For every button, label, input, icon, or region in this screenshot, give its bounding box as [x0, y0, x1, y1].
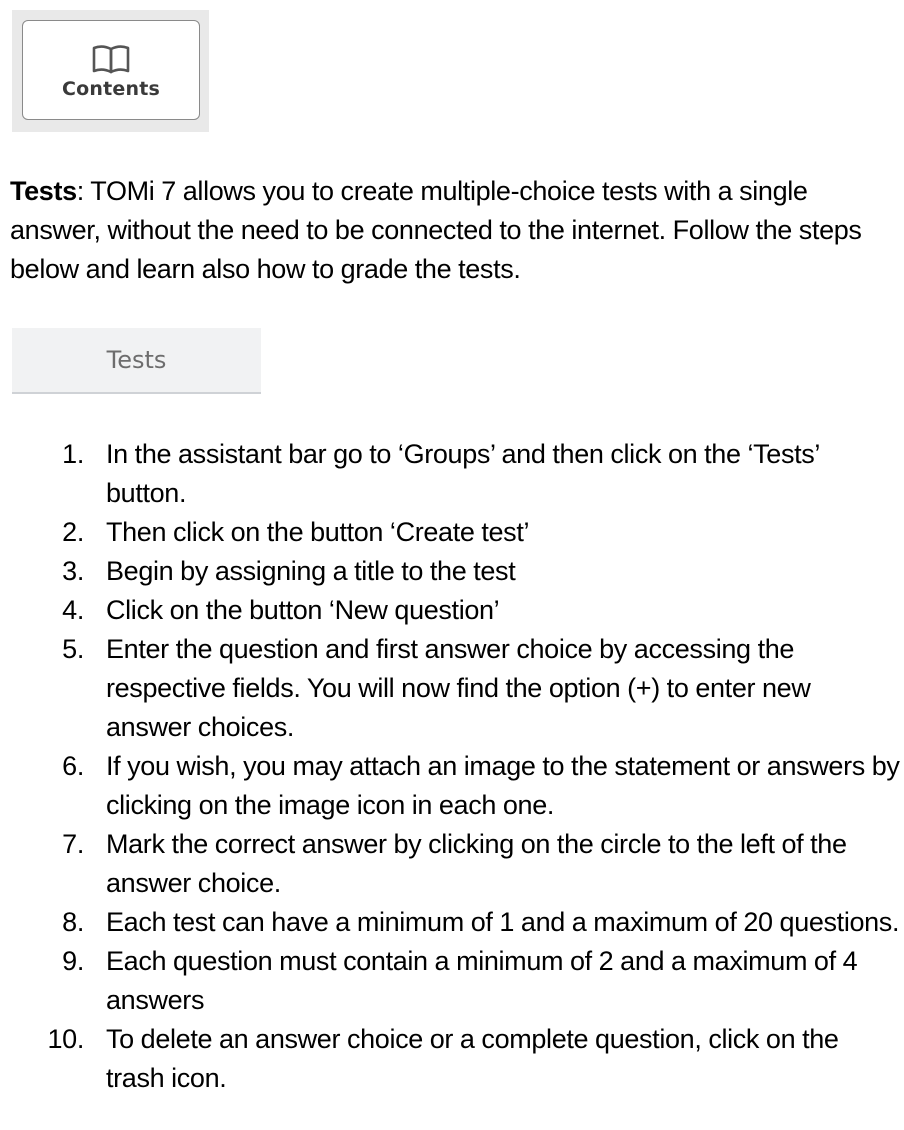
step-number: 4.: [62, 595, 84, 625]
step-number: 8.: [62, 907, 84, 937]
list-item: [0, 942, 904, 1020]
step-number: 3.: [62, 556, 84, 586]
open-book-icon: [91, 44, 131, 74]
contents-button-label: Contents: [61, 78, 160, 100]
list-item: [0, 1020, 904, 1098]
steps-list: [0, 435, 904, 1098]
step-number: 5.: [62, 634, 84, 664]
list-item: [0, 552, 904, 591]
step-number: 9.: [62, 946, 84, 976]
tests-tab-label: Tests: [106, 346, 167, 374]
step-text: Enter the question and first answer choice by accessing the respective fields. You will now find the option (+) to enter new answer choices.: [106, 634, 811, 742]
contents-button-screenshot: [12, 10, 209, 132]
list-item: [0, 747, 904, 825]
list-item: [0, 630, 904, 747]
step-number: 2.: [62, 517, 84, 547]
step-text: Click on the button ‘New question’: [106, 595, 500, 625]
list-item: [0, 825, 904, 903]
step-text: Each question must contain a minimum of 2 and a maximum of 4 answers: [106, 946, 858, 1015]
step-number: 10.: [47, 1024, 84, 1054]
step-text: If you wish, you may attach an image to the statement or answers by clicking on the image icon in each one.: [106, 751, 900, 820]
tests-tab[interactable]: [12, 328, 261, 394]
step-text: Then click on the button ‘Create test’: [106, 517, 530, 547]
intro-paragraph: [10, 172, 904, 289]
step-text: To delete an answer choice or a complete question, click on the trash icon.: [106, 1024, 839, 1093]
step-text: Mark the correct answer by clicking on the circle to the left of the answer choice.: [106, 829, 847, 898]
list-item: [0, 903, 904, 942]
step-number: 1.: [62, 439, 84, 469]
intro-text: : TOMi 7 allows you to create multiple-choice tests with a single answer, without the need to be connected to the internet. Follow the steps below and learn also how to grade the tests.: [10, 176, 862, 284]
list-item: [0, 591, 904, 630]
contents-button[interactable]: [22, 20, 200, 120]
step-text: In the assistant bar go to ‘Groups’ and then click on the ‘Tests’ button.: [106, 439, 820, 508]
list-item: [0, 513, 904, 552]
list-item: [0, 435, 904, 513]
intro-bold-term: Tests: [10, 176, 77, 206]
step-text: Each test can have a minimum of 1 and a maximum of 20 questions.: [106, 907, 900, 937]
step-text: Begin by assigning a title to the test: [106, 556, 516, 586]
step-number: 7.: [62, 829, 84, 859]
step-number: 6.: [62, 751, 84, 781]
